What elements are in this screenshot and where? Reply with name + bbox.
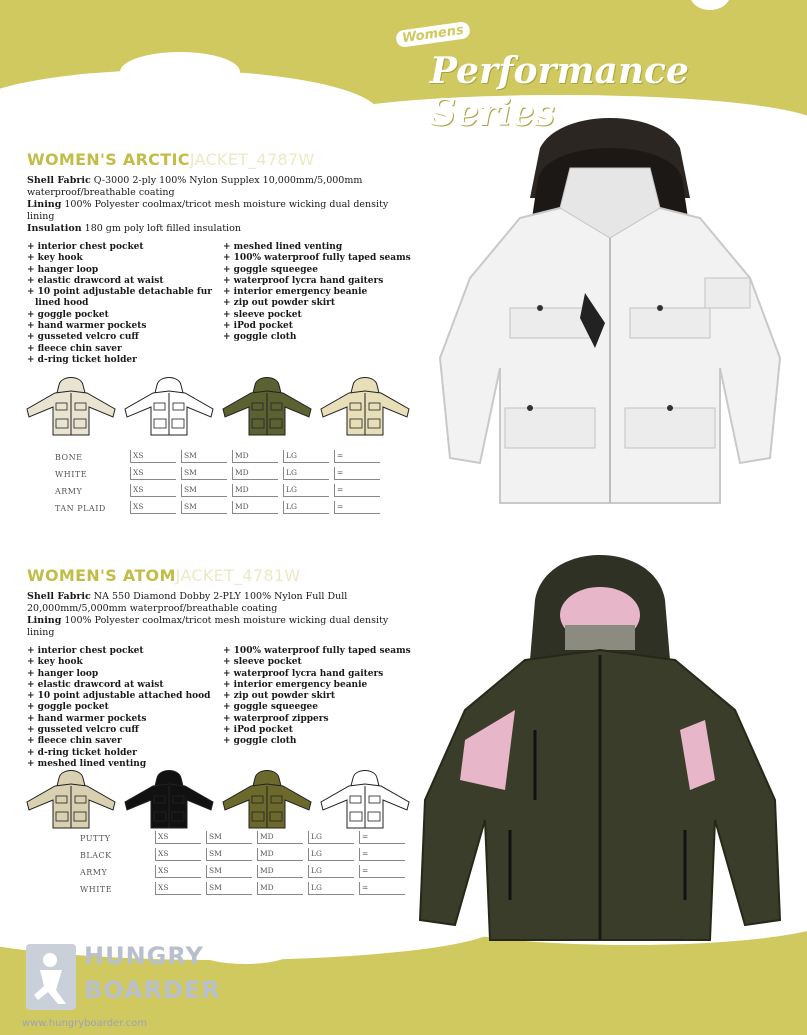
feature-item: + iPod pocket <box>223 725 293 736</box>
jacket-tan-plaid-icon <box>319 375 411 437</box>
size-label: LG <box>286 485 297 494</box>
size-cell <box>232 501 278 514</box>
feature-item: + 10 point adjustable attached hood <box>27 691 211 702</box>
size-label: SM <box>184 468 197 477</box>
arctic-lining-label: Lining <box>27 199 62 210</box>
jacket-putty-icon <box>25 768 117 830</box>
size-cell <box>334 484 380 497</box>
arctic-features-right <box>223 242 413 366</box>
feature-item: + fleece chin saver <box>27 343 122 354</box>
size-label: XS <box>133 502 144 511</box>
atom-features-right <box>223 646 413 770</box>
snowboarder-icon <box>22 940 82 1015</box>
feature-item: + goggle cloth <box>223 736 297 747</box>
size-label: MD <box>235 485 249 494</box>
feature-item: + 100% waterproof fully taped seams <box>223 253 411 264</box>
size-label: SM <box>209 832 222 841</box>
size-label: = <box>362 883 369 892</box>
colorway-label: WHITE <box>55 470 88 479</box>
size-label: XS <box>133 451 144 460</box>
atom-name: WOMEN'S ATOM <box>27 566 176 585</box>
size-label: MD <box>235 451 249 460</box>
series-title: Performance Series <box>430 50 689 134</box>
size-cell <box>232 467 278 480</box>
atom-shell: NA 550 Diamond Dobby 2-PLY 100% Nylon Full Dull 20,000mm/5,000mm waterproof/breathable coating <box>27 591 348 614</box>
arctic-insulation: 180 gm poly loft filled insulation <box>84 223 241 234</box>
atom-features <box>27 646 417 770</box>
size-label: = <box>362 849 369 858</box>
feature-item: + interior emergency beanie <box>223 679 368 690</box>
size-label: = <box>337 485 344 494</box>
size-label: XS <box>158 832 169 841</box>
feature-item: + interior emergency beanie <box>223 287 368 298</box>
size-label: MD <box>260 866 274 875</box>
size-label: MD <box>260 849 274 858</box>
feature-item: + waterproof lycra hand gaiters <box>223 668 384 679</box>
size-label: SM <box>209 883 222 892</box>
arctic-lining: 100% Polyester coolmax/tricot mesh moisture wicking dual density lining <box>27 199 389 222</box>
size-cell <box>206 882 252 895</box>
feature-item: + iPod pocket <box>223 321 293 332</box>
size-cell <box>181 501 227 514</box>
feature-item: + meshed lined venting <box>223 242 343 252</box>
feature-item: + waterproof zippers <box>223 713 329 724</box>
size-label: LG <box>286 502 297 511</box>
size-label: XS <box>133 485 144 494</box>
atom-features-left <box>27 646 223 770</box>
size-cell <box>257 831 303 844</box>
arctic-features <box>27 242 417 366</box>
size-label: SM <box>209 849 222 858</box>
size-cell <box>155 865 201 878</box>
size-cell <box>308 882 354 895</box>
size-label: MD <box>235 502 249 511</box>
feature-item: + hand warmer pockets <box>27 321 147 332</box>
size-label: SM <box>184 502 197 511</box>
size-cell <box>232 450 278 463</box>
size-label: SM <box>209 866 222 875</box>
size-cell <box>257 848 303 861</box>
colorway-label: WHITE <box>80 885 113 894</box>
atom-jacket-photo <box>405 540 800 945</box>
feature-item: + goggle pocket <box>27 702 109 713</box>
feature-item: + waterproof lycra hand gaiters <box>223 275 384 286</box>
feature-item: + sleeve pocket <box>223 309 302 320</box>
size-label: SM <box>184 451 197 460</box>
atom-lining: 100% Polyester coolmax/tricot mesh moisture wicking dual density lining <box>27 615 389 638</box>
size-label: XS <box>133 468 144 477</box>
feature-item: + gusseted velcro cuff <box>27 725 139 736</box>
size-label: XS <box>158 866 169 875</box>
size-label: = <box>337 502 344 511</box>
size-label: MD <box>260 832 274 841</box>
size-cell <box>181 484 227 497</box>
colorway-label: PUTTY <box>80 834 111 843</box>
size-cell <box>155 848 201 861</box>
size-label: = <box>337 451 344 460</box>
size-cell <box>257 865 303 878</box>
arctic-jacket-photo <box>420 108 800 508</box>
size-label: = <box>337 468 344 477</box>
size-cell <box>130 467 176 480</box>
size-cell <box>334 467 380 480</box>
size-cell <box>359 865 405 878</box>
colorway-label: ARMY <box>55 487 83 496</box>
size-cell <box>359 848 405 861</box>
atom-shell-label: Shell Fabric <box>27 591 91 602</box>
size-label: = <box>362 866 369 875</box>
feature-item: + goggle squeegee <box>223 264 318 275</box>
size-label: LG <box>311 866 322 875</box>
colorway-label: BLACK <box>80 851 112 860</box>
arctic-colorway-thumbs <box>25 375 411 437</box>
feature-item: + d-ring ticket holder <box>27 354 137 365</box>
size-label: SM <box>184 485 197 494</box>
size-cell <box>257 882 303 895</box>
arctic-specs <box>27 175 417 235</box>
size-label: LG <box>286 468 297 477</box>
logo-url: www.hungryboarder.com <box>22 1018 147 1029</box>
jacket-army-icon <box>221 375 313 437</box>
feature-item: + elastic drawcord at waist <box>27 275 164 286</box>
size-label: XS <box>158 849 169 858</box>
arctic-name: WOMEN'S ARCTIC <box>27 150 190 169</box>
size-cell <box>130 501 176 514</box>
feature-item: + key hook <box>27 657 83 668</box>
feature-item: + zip out powder skirt <box>223 691 336 702</box>
size-label: MD <box>260 883 274 892</box>
size-cell <box>308 865 354 878</box>
logo-word-boarder: BOARDER <box>84 976 221 1004</box>
size-cell <box>283 450 329 463</box>
jacket-white-icon <box>319 768 411 830</box>
size-label: LG <box>311 883 322 892</box>
size-cell <box>206 865 252 878</box>
arctic-shell-label: Shell Fabric <box>27 175 91 186</box>
arctic-features-left <box>27 242 223 366</box>
feature-item: + interior chest pocket <box>27 646 144 656</box>
size-label: = <box>362 832 369 841</box>
feature-item: + elastic drawcord at waist <box>27 679 164 690</box>
feature-item: + meshed lined venting <box>27 758 147 769</box>
size-cell <box>283 467 329 480</box>
atom-section <box>27 566 417 770</box>
arctic-section <box>27 150 417 366</box>
size-cell <box>206 848 252 861</box>
colorway-label: BONE <box>55 453 83 462</box>
arctic-title <box>27 150 417 169</box>
size-cell <box>181 467 227 480</box>
atom-model: JACKET_4781W <box>175 566 301 585</box>
size-cell <box>155 831 201 844</box>
feature-item: + interior chest pocket <box>27 242 144 252</box>
size-cell <box>334 450 380 463</box>
size-label: XS <box>158 883 169 892</box>
size-label: LG <box>286 451 297 460</box>
size-cell <box>283 501 329 514</box>
arctic-shell: Q-3000 2-ply 100% Nylon Supplex 10,000mm/5,000mm waterproof/breathable coating <box>27 175 363 198</box>
womens-badge: Womens <box>395 21 471 48</box>
size-cell <box>359 831 405 844</box>
size-label: LG <box>311 832 322 841</box>
feature-item: + gusseted velcro cuff <box>27 332 139 343</box>
feature-item: + goggle pocket <box>27 309 109 320</box>
size-cell <box>181 450 227 463</box>
size-cell <box>155 882 201 895</box>
atom-lining-label: Lining <box>27 615 62 626</box>
feature-item: + 100% waterproof fully taped seams <box>223 646 411 656</box>
jacket-army-icon <box>221 768 313 830</box>
colorway-label: TAN PLAID <box>55 504 106 513</box>
colorway-label: ARMY <box>80 868 108 877</box>
size-cell <box>130 484 176 497</box>
atom-colorway-thumbs <box>25 768 411 830</box>
feature-item: + key hook <box>27 253 83 264</box>
size-cell <box>232 484 278 497</box>
size-label: LG <box>311 849 322 858</box>
size-cell <box>283 484 329 497</box>
feature-item: + hand warmer pockets <box>27 713 147 724</box>
size-cell <box>334 501 380 514</box>
feature-item: + sleeve pocket <box>223 657 302 668</box>
feature-item: + fleece chin saver <box>27 736 122 747</box>
size-cell <box>308 831 354 844</box>
size-cell <box>130 450 176 463</box>
jacket-bone-icon <box>25 375 117 437</box>
feature-item: + zip out powder skirt <box>223 298 336 309</box>
atom-specs <box>27 591 417 639</box>
atom-title <box>27 566 417 585</box>
feature-item: + goggle squeegee <box>223 702 318 713</box>
feature-item: + hanger loop <box>27 668 99 679</box>
logo-word-hungry: HUNGRY <box>84 942 204 970</box>
size-cell <box>359 882 405 895</box>
size-cell <box>308 848 354 861</box>
feature-item: + d-ring ticket holder <box>27 747 137 758</box>
jacket-white-icon <box>123 375 215 437</box>
arctic-model: JACKET_4787W <box>189 150 315 169</box>
arctic-insulation-label: Insulation <box>27 223 82 234</box>
jacket-black-icon <box>123 768 215 830</box>
size-label: MD <box>235 468 249 477</box>
feature-item: + goggle cloth <box>223 332 297 343</box>
feature-item: + 10 point adjustable detachable fur lined hood <box>27 287 213 309</box>
size-cell <box>206 831 252 844</box>
feature-item: + hanger loop <box>27 264 99 275</box>
